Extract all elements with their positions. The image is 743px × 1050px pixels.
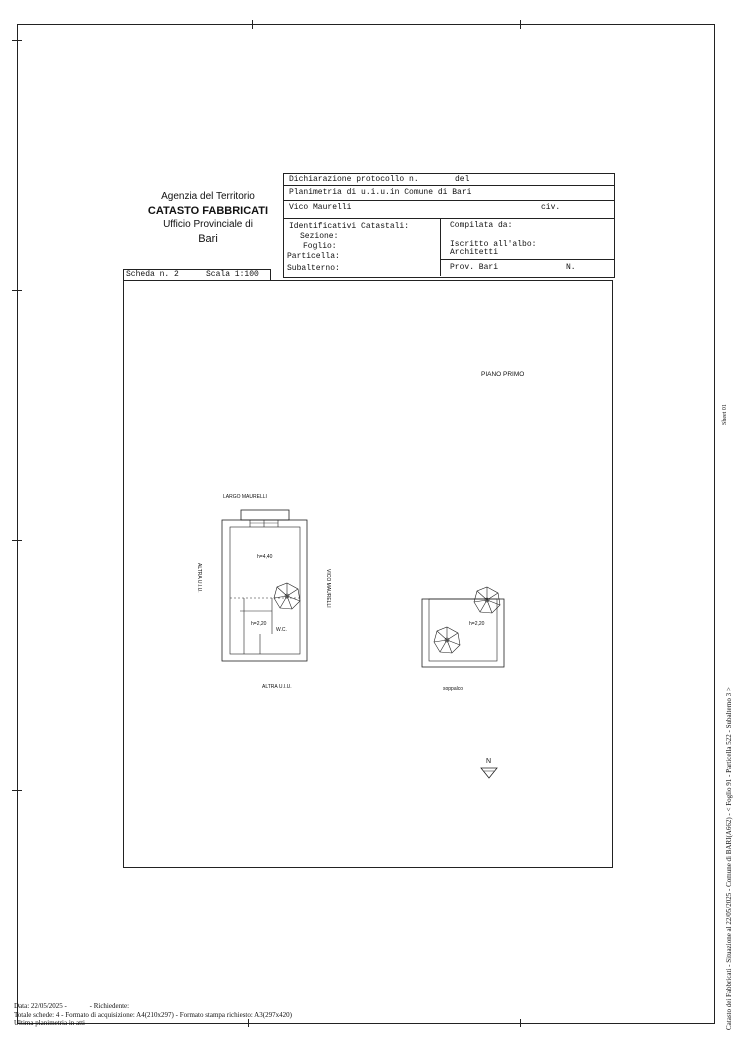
north-arrow xyxy=(481,768,497,778)
vico-label: VICO MAURELLI xyxy=(325,569,331,608)
compilata-label: Compilata da: xyxy=(450,221,513,230)
h-soppalco-label: h=2,20 xyxy=(469,621,485,627)
soppalco-outer xyxy=(422,599,504,667)
del-label: del xyxy=(455,175,470,184)
footer-line-3: Ultima planimetria in atti xyxy=(14,1019,85,1027)
architetti-label: Architetti xyxy=(450,248,499,257)
altra-left-label: ALTRA U.I.U. xyxy=(196,563,202,593)
footer xyxy=(14,1002,292,1028)
largo-label: LARGO MAURELLI xyxy=(223,494,267,500)
agency-name: Agenzia del Territorio xyxy=(161,191,255,202)
side-caption: Catasto dei Fabbricati - Situazione al 22/05/2025 - Comune di BARI(A662) - < Foglio 91 - Particella 522 - Subalterno 3 > xyxy=(725,687,733,1030)
soppalco-label: soppalco xyxy=(443,686,464,692)
h-main-label: h=4,40 xyxy=(257,554,273,560)
scala-label: Scala 1:100 xyxy=(206,270,259,279)
n-label: N. xyxy=(566,263,576,272)
foglio-label: Foglio: xyxy=(303,242,337,251)
staircase-soppalco-2 xyxy=(434,627,460,653)
sheet-tab: Sheet 01 xyxy=(722,404,728,425)
staircase-main xyxy=(274,583,300,609)
scheda-label: Scheda n. 2 xyxy=(126,270,179,279)
subalterno-label: Subalterno: xyxy=(287,264,340,273)
ufficio-label: Ufficio Provinciale di xyxy=(163,219,253,230)
staircase-soppalco-1 xyxy=(474,587,500,613)
prov-label: Prov. Bari xyxy=(450,263,499,272)
catasto-title: CATASTO FABBRICATI xyxy=(147,205,269,217)
main-unit-inner-wall xyxy=(230,527,300,654)
piano-label: PIANO PRIMO xyxy=(481,371,525,378)
north-label: N xyxy=(486,758,492,765)
planimetria-label: Planimetria di u.i.u.in Comune di Bari xyxy=(289,188,472,197)
footer-line-1: Data: 22/05/2025 - - Richiedente: xyxy=(14,1002,130,1010)
main-unit-outer-wall xyxy=(222,520,307,661)
footer-line-2: Totale schede: 4 - Formato di acquisizione: A4(210x297) - Formato stampa richiesto: A3(297x420) xyxy=(14,1010,292,1019)
sezione-label: Sezione: xyxy=(300,232,339,241)
balcony xyxy=(241,510,289,520)
altra-bottom-label: ALTRA U.I.U. xyxy=(262,684,292,690)
particella-label: Particella: xyxy=(287,252,340,261)
city-label: Bari xyxy=(198,233,218,245)
dichiarazione-label: Dichiarazione protocollo n. xyxy=(289,175,419,184)
civ-label: civ. xyxy=(541,203,561,212)
iscritto-label: Iscritto all'albo: xyxy=(450,240,537,249)
h-wc-label: h=2,20 xyxy=(251,621,267,627)
wc-label: W.C. xyxy=(276,627,287,633)
identificativi-label: Identificativi Catastali: xyxy=(289,222,410,231)
address-label: Vico Maurelli xyxy=(289,203,352,212)
